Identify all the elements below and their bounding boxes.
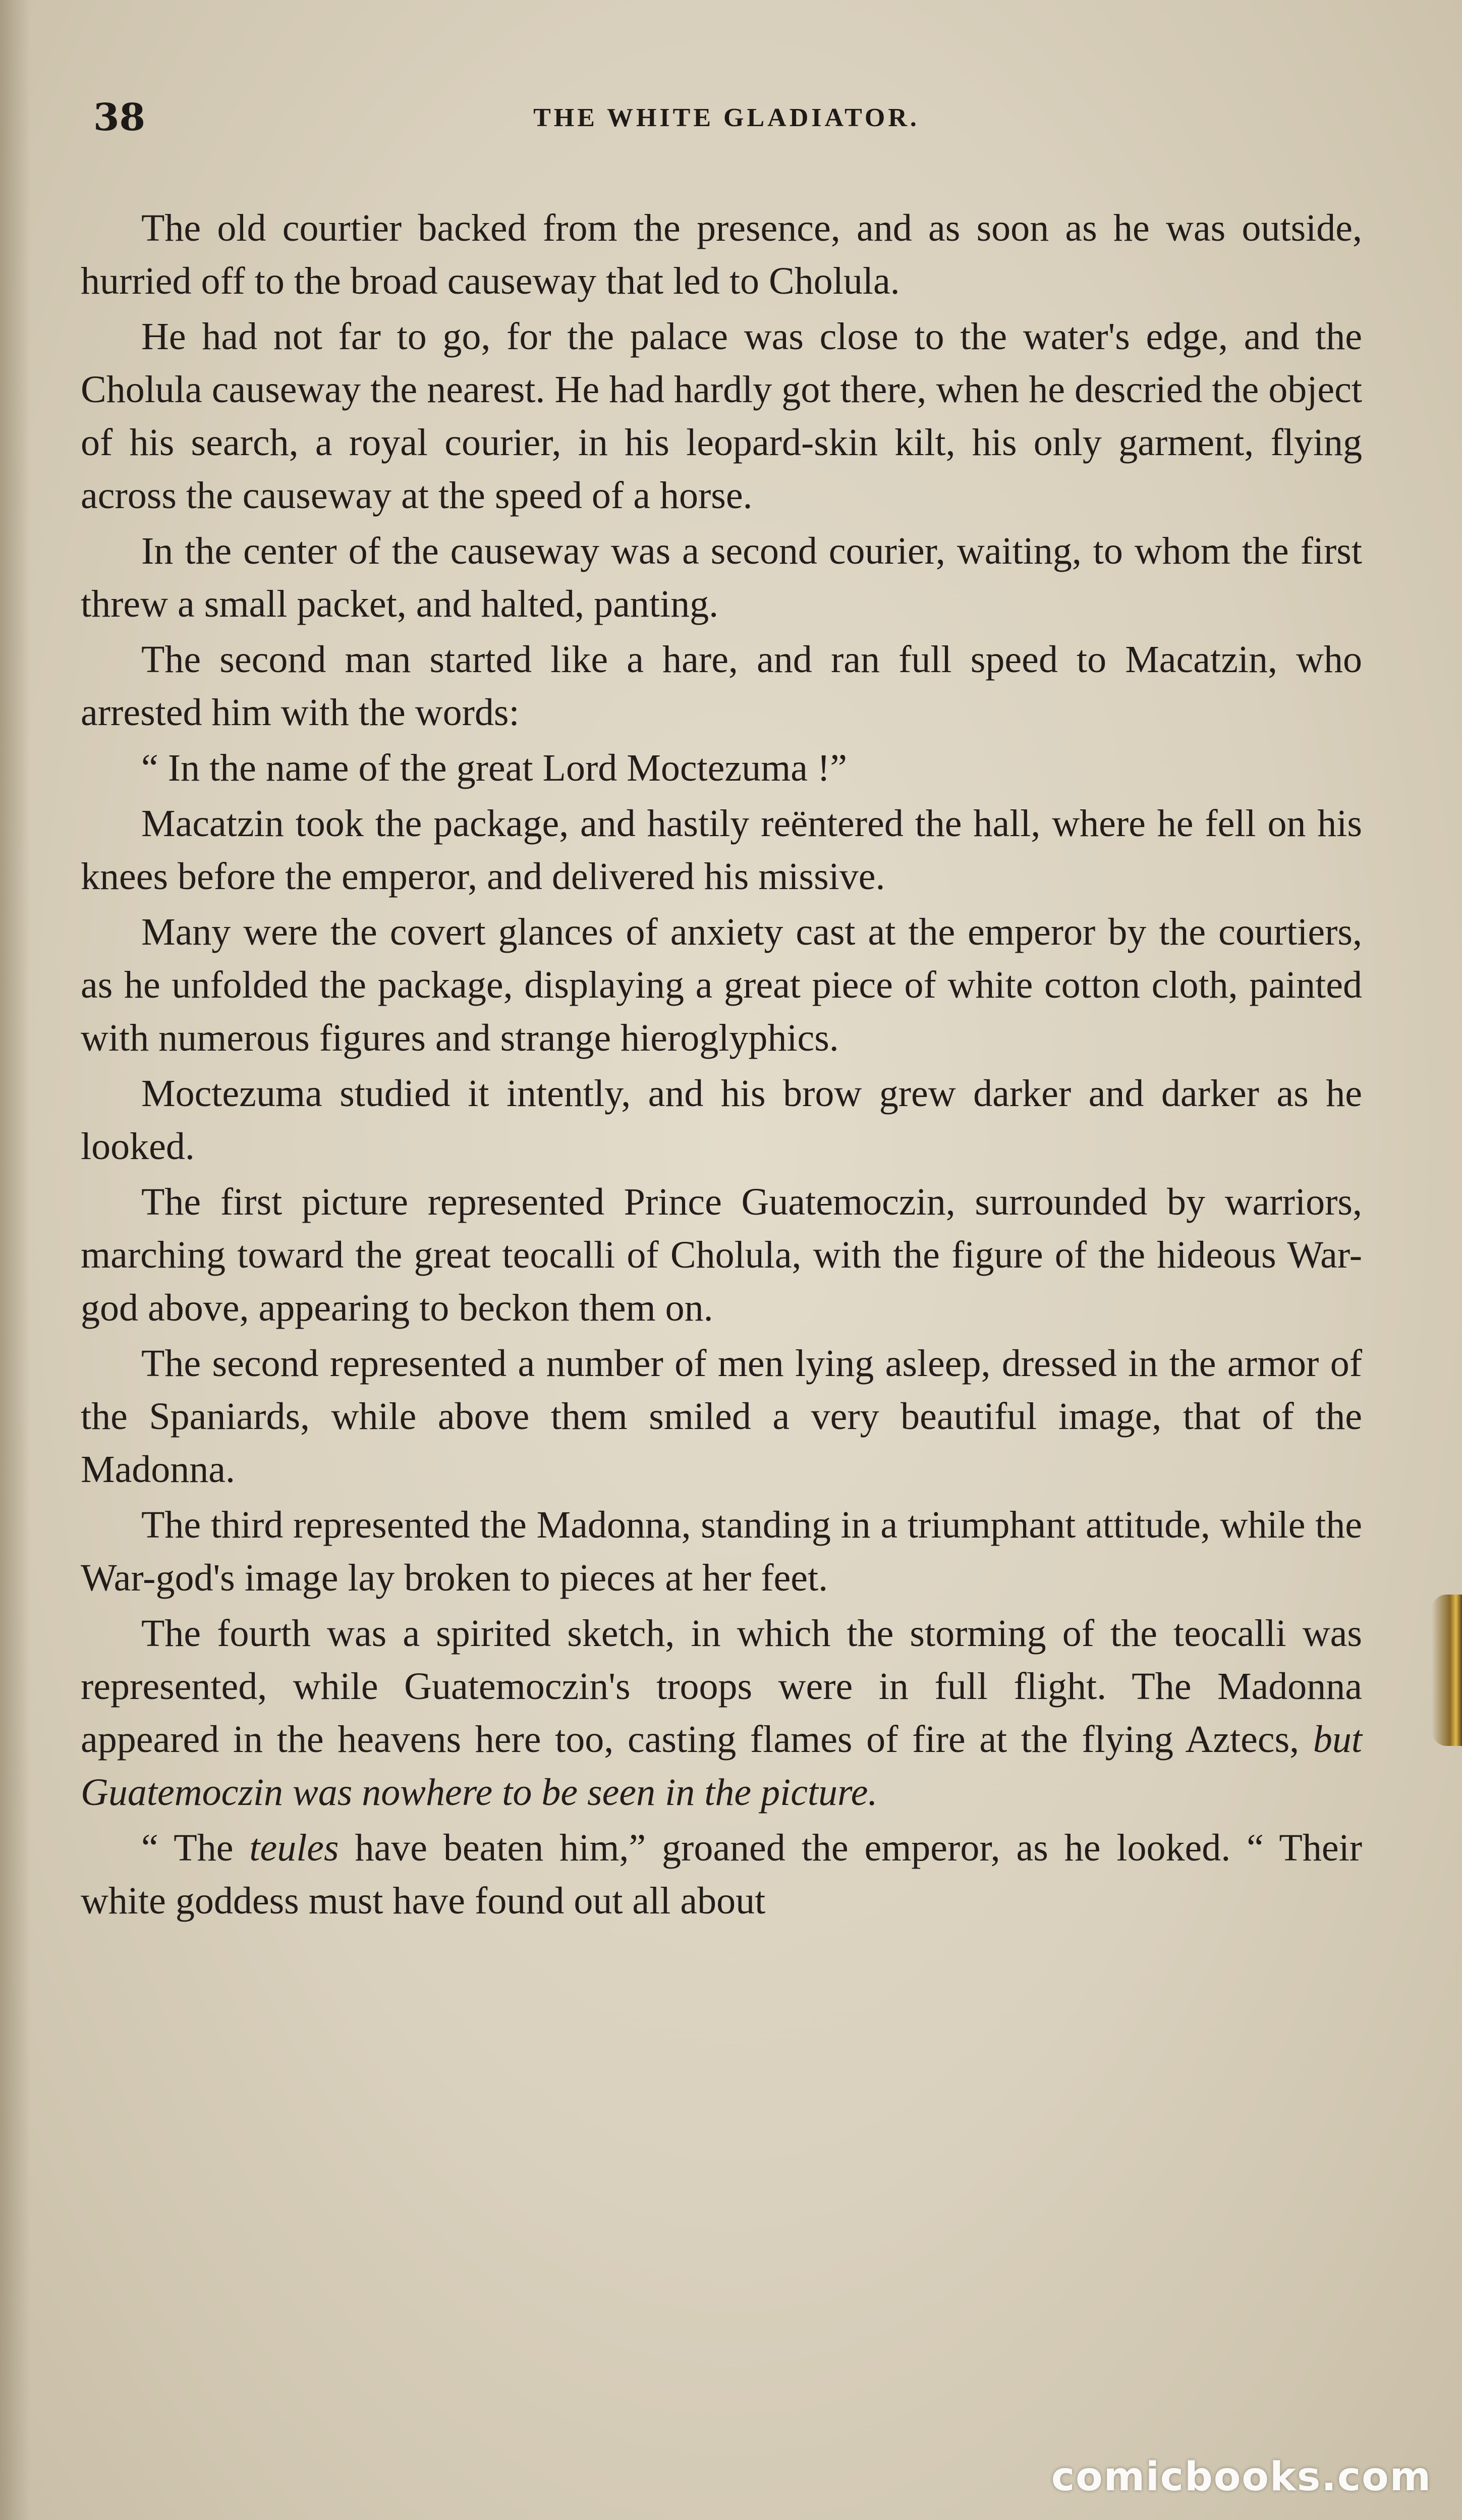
paragraph: The first picture represented Prince Guatemoczin, surrounded by warriors, marching toward the great teocalli of Cholula, with the figure of the hideous War-god above, appearing to beckon them on. (81, 1181, 1362, 1329)
paragraph: The second represented a number of men lying asleep, dressed in the armor of the Spaniards, while above them smiled a very beautiful image, that of the Madonna. (81, 1342, 1362, 1491)
paragraph: “ In the name of the great Lord Moctezuma !” (141, 747, 848, 789)
body-text (81, 202, 1362, 1928)
paragraph: The second man started like a hare, and ran full speed to Macatzin, who arrested him with the words: (81, 638, 1362, 734)
gutter-shadow (0, 0, 30, 2520)
watermark: comicbooks.com (1051, 2454, 1432, 2500)
page-header (81, 91, 1372, 151)
paragraph: He had not far to go, for the palace was close to the water's edge, and the Cholula causeway the nearest. He had hardly got there, when he descried the object of his search, a royal courier, in his leopard-skin kilt, his only garment, flying across the causeway at the speed of a horse. (81, 315, 1362, 517)
paragraph: The third represented the Madonna, standing in a triumphant attitude, while the War-god's image lay broken to pieces at her feet. (81, 1504, 1362, 1599)
paragraph: Macatzin took the package, and hastily reëntered the hall, where he fell on his knees before the emperor, and delivered his missive. (81, 802, 1362, 898)
page-number: 38 (93, 96, 145, 139)
paragraph (81, 1607, 1362, 1819)
italic-text: but Guatemoczin was nowhere to be seen in the picture. (81, 1718, 1362, 1814)
paragraph-text: The fourth was a spirited sketch, in which the storming of the teocalli was represented, while Guatemoczin's troops were in full flight. The Madonna appeared in the heavens here too, casting flames of fire at the flying Aztecs, (81, 1612, 1362, 1761)
paragraph: The old courtier backed from the presence, and as soon as he was outside, hurried off to the broad causeway that led to Cholula. (81, 207, 1362, 302)
paragraph-text: “ The (141, 1827, 250, 1869)
italic-word: teules (249, 1827, 339, 1869)
paragraph: Many were the covert glances of anxiety cast at the emperor by the courtiers, as he unfolded the package, displaying a great piece of white cotton cloth, painted with numerous figures and strange hieroglyphics. (81, 911, 1362, 1059)
paragraph: Moctezuma studied it intently, and his brow grew darker and darker as he looked. (81, 1072, 1362, 1168)
paragraph-text: have beaten him,” groaned the emperor, as he looked. “ Their white goddess must have found out all about (81, 1827, 1363, 1922)
running-head: THE WHITE GLADIATOR. (533, 103, 920, 132)
paragraph (81, 1822, 1362, 1928)
page-edge-tear (1432, 1595, 1462, 1746)
paragraph: In the center of the causeway was a second courier, waiting, to whom the first threw a small packet, and halted, panting. (81, 530, 1362, 625)
